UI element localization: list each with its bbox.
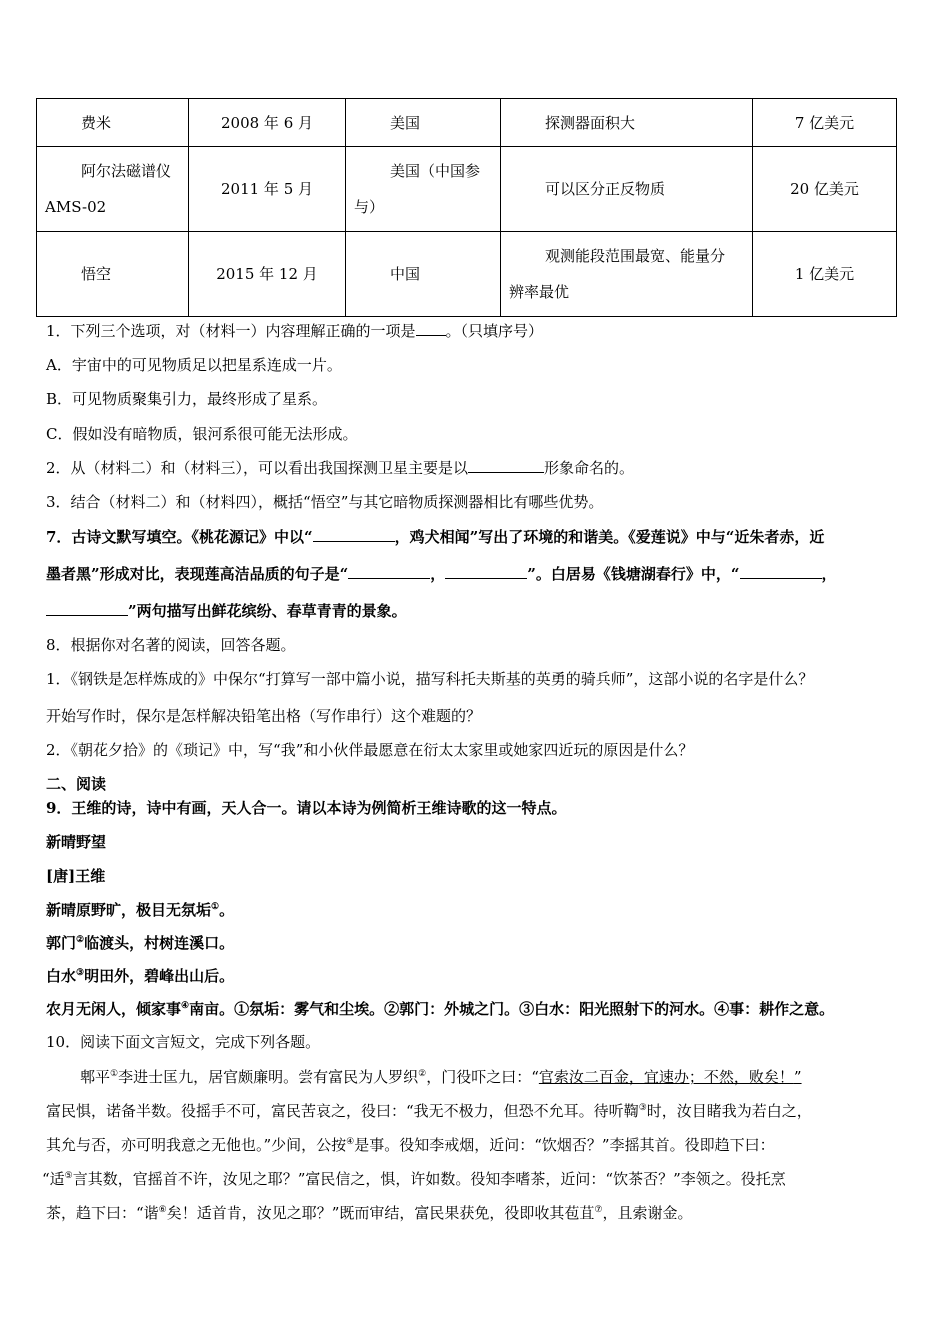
answer-blank[interactable] [445, 578, 527, 579]
poem-title: 新晴野望 [46, 833, 107, 851]
cell-line: 观测能段范围最宽、能量分 [545, 247, 726, 265]
text: 富民惧，诺备半数。役摇手不可，富民苦哀之，役曰：“我无不极力，但恐不允耳。待听鞫 [46, 1102, 639, 1120]
question-7-line-3 [46, 600, 407, 622]
answer-blank[interactable] [348, 578, 430, 579]
footnote-marker: ③ [638, 1103, 647, 1113]
poem-line [46, 998, 834, 1020]
footnote-marker: ② [418, 1069, 427, 1079]
text: 是事。役知李戒烟，近问：“饮烟否？”李摇其首。役即趋下曰： [354, 1136, 775, 1154]
cell-line: 美国（中国参 [390, 162, 481, 180]
table-cell [501, 232, 753, 317]
table-cell: 中国 [346, 232, 501, 317]
table-cell: 2011 年 5 月 [189, 147, 346, 232]
table-cell: 2008 年 6 月 [189, 99, 346, 147]
table-row [37, 232, 897, 317]
question-3: 3．结合（材料二）和（材料四），概括“悟空”与其它暗物质探测器相比有哪些优势。 [46, 493, 604, 511]
text: ，且索谢金。 [602, 1204, 693, 1222]
text: ，门役吓之曰：“ [426, 1068, 539, 1086]
question-8-sub-1: 1．《钢铁是怎样炼成的》中保尔“打算写一部中篇小说，描写科托夫斯基的英勇的骑兵师”，这部小说的名字是什么？ [46, 670, 814, 688]
footnote-marker: ⑦ [594, 1205, 603, 1215]
text: 。 [219, 901, 235, 919]
option-b: B．可见物质聚集引力，最终形成了星系。 [46, 390, 328, 408]
passage-line [46, 1100, 812, 1122]
option-a: A．宇宙中的可见物质足以把星系连成一片。 [46, 356, 342, 374]
answer-blank[interactable] [46, 615, 128, 616]
text: 言其数，官摇首不许，汝见之耶？”富民信之，惧，许如数。役知李嗜茶，近问：“饮茶否？”李领之。役托烹 [72, 1170, 786, 1188]
cell-line: AMS-02 [45, 198, 107, 216]
question-7-line-1 [46, 526, 824, 548]
footnote-marker: ④ [181, 1001, 190, 1011]
text: 白水 [46, 967, 77, 985]
text: ，鸡犬相闻”写出了环境的和谐美。《爱莲说》中与“近朱者赤，近 [394, 528, 825, 546]
answer-blank[interactable] [313, 541, 395, 542]
footnote-marker: ① [211, 902, 220, 912]
table-cell: 1 亿美元 [753, 232, 897, 317]
table-cell: 探测器面积大 [501, 99, 753, 147]
text: ， [821, 565, 837, 583]
table-cell: 20 亿美元 [753, 147, 897, 232]
table-cell: 可以区分正反物质 [501, 147, 753, 232]
text: 1．下列三个选项，对（材料一）内容理解正确的一项是 [46, 322, 416, 340]
passage-line [46, 1134, 775, 1156]
text: 墨者黑”形成对比，表现莲高洁品质的句子是“ [46, 565, 349, 583]
table-cell: 悟空 [37, 232, 189, 317]
text: 2．从（材料二）和（材料三），可以看出我国探测卫星主要是以 [46, 459, 469, 477]
text: ”。白居易《钱塘湖春行》中，“ [527, 565, 740, 583]
answer-blank[interactable] [468, 472, 544, 473]
text: ， [430, 565, 446, 583]
text: 形象命名的。 [544, 459, 635, 477]
question-9-stem: 9．王维的诗，诗中有画，天人合一。请以本诗为例简析王维诗歌的这一特点。 [46, 799, 567, 817]
text: 郫平 [80, 1068, 111, 1086]
question-1-stem [46, 320, 543, 342]
passage-line [80, 1066, 802, 1088]
text: 时，汝目睹我为若白之， [646, 1102, 812, 1120]
table-cell: 2015 年 12 月 [189, 232, 346, 317]
table-row [37, 99, 897, 147]
answer-blank[interactable] [740, 578, 822, 579]
question-8-head: 8．根据你对名著的阅读，回答各题。 [46, 636, 296, 654]
table-cell [346, 147, 501, 232]
detector-table [36, 98, 897, 317]
text: 茶，趋下曰：“谐 [46, 1204, 159, 1222]
footnote-marker: ⑥ [158, 1205, 167, 1215]
question-2 [46, 457, 634, 479]
text: 郭门 [46, 934, 77, 952]
cell-line: 辨率最优 [509, 283, 570, 301]
text: 其允与否，亦可明我意之无他也。”少间，公按 [46, 1136, 347, 1154]
table-row [37, 147, 897, 232]
text: 矣！适首肯，汝见之耶？”既而审结，富民果获免，役即收其苞苴 [166, 1204, 595, 1222]
text: 明田外，碧峰出山后。 [84, 967, 235, 985]
question-10-stem: 10．阅读下面文言短文，完成下列各题。 [46, 1033, 321, 1051]
table-cell: 7 亿美元 [753, 99, 897, 147]
text: “适 [42, 1170, 65, 1188]
footnote-marker: ③ [76, 968, 85, 978]
footnote-marker: ④ [346, 1137, 355, 1147]
cell-line: 与） [354, 198, 385, 216]
underlined-sentence: 官索汝二百金，宜速办；不然，败矣！ [538, 1068, 794, 1086]
text: 临渡头，村树连溪口。 [84, 934, 235, 952]
table-cell: 美国 [346, 99, 501, 147]
poem-line [46, 932, 234, 954]
table-cell [37, 147, 189, 232]
text: 7．古诗文默写填空。《桃花源记》中以“ [46, 528, 313, 546]
poem-line [46, 899, 234, 921]
cell-line: 阿尔法磁谱仪 [81, 162, 172, 180]
text: 农月无闲人，倾家事 [46, 1000, 182, 1018]
poem-author: [唐]王维 [46, 867, 106, 885]
option-c: C．假如没有暗物质，银河系很可能无法形成。 [46, 425, 358, 443]
section-heading: 二、阅读 [46, 775, 107, 793]
question-7-line-2 [46, 563, 837, 585]
passage-line [42, 1168, 786, 1190]
poem-line [46, 965, 234, 987]
footnote-marker: ② [76, 935, 85, 945]
text: 南亩。①氛垢：雾气和尘埃。②郭门：外城之门。③白水：阳光照射下的河水。④事：耕作之意。 [189, 1000, 835, 1018]
text: 李进士匡九，居官颇廉明。尝有富民为人罗织 [118, 1068, 419, 1086]
text: ” [793, 1068, 802, 1086]
answer-blank[interactable] [416, 335, 446, 336]
question-8-sub-2: 2．《朝花夕拾》的《琐记》中，写“我”和小伙伴最愿意在衍太太家里或她家四近玩的原因是什么？ [46, 741, 694, 759]
passage-line [46, 1202, 693, 1224]
footnote-marker: ① [110, 1069, 119, 1079]
text: 新晴原野旷，极目无氛垢 [46, 901, 212, 919]
text: ”两句描写出鲜花缤纷、春草青青的景象。 [128, 602, 407, 620]
table-cell: 费米 [37, 99, 189, 147]
question-8-sub-1-cont: 开始写作时，保尔是怎样解决铅笔出格（写作串行）这个难题的？ [46, 707, 482, 725]
text: 。（只填序号） [445, 322, 544, 340]
footnote-marker: ⑤ [64, 1171, 73, 1181]
